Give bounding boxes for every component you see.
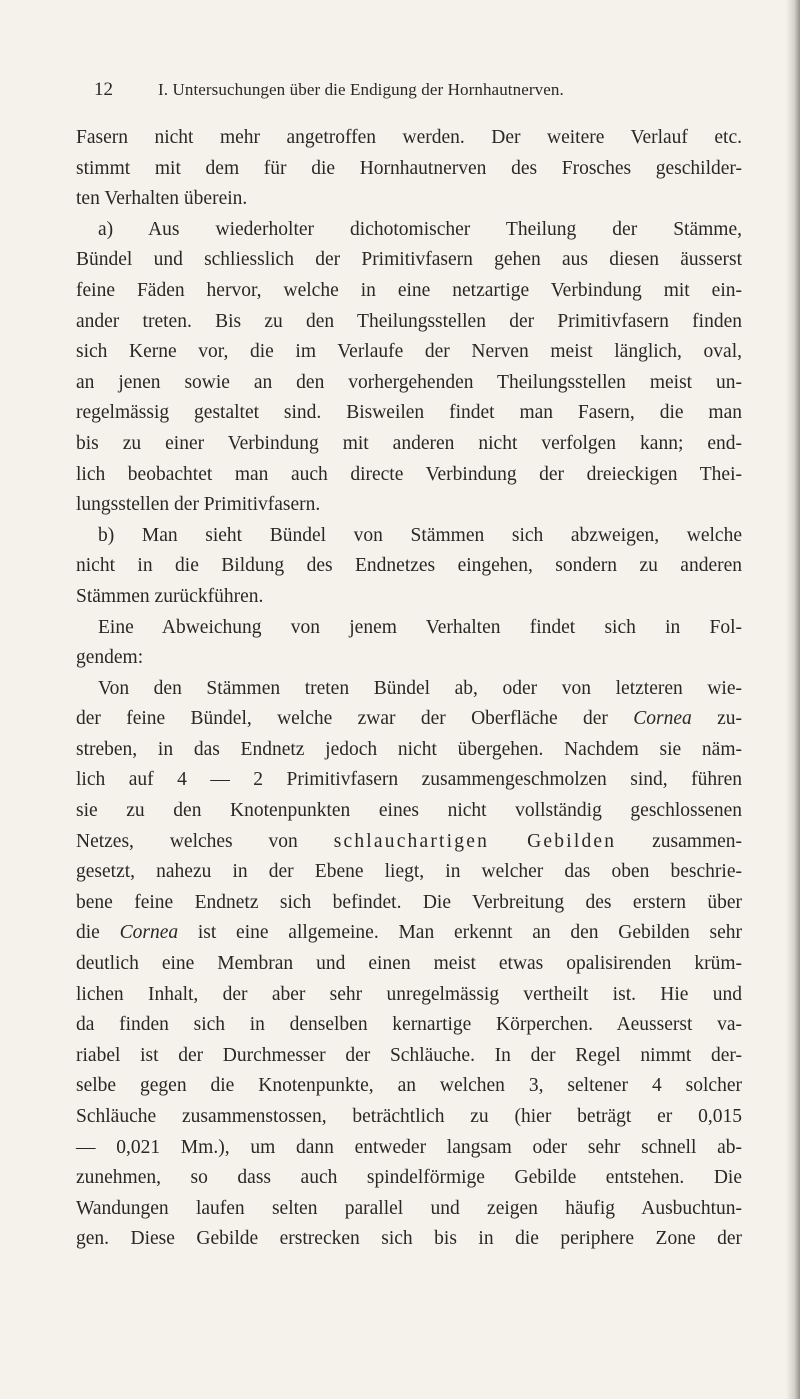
text-line: ander treten. Bis zu den Theilungsstellen der Primitivfasern finden: [76, 310, 742, 332]
text-line: Fasern nicht mehr angetroffen werden. Der weitere Verlauf etc.: [76, 127, 742, 148]
text-line: ten Verhalten überein.: [76, 188, 248, 210]
text-line: Stämmen zurückführen.: [76, 585, 264, 607]
text-line: Schläuche zusammenstossen, beträchtlich zu (hier beträgt er 0,015: [76, 1106, 742, 1127]
italic-term: Cornea: [633, 708, 692, 730]
text-line: a) Aus wiederholter dichotomischer Theilung der Stämme,: [98, 218, 742, 240]
text-line: Eine Abweichung von jenem Verhalten findet sich in Fol-: [98, 616, 742, 638]
text-line: lich auf 4 — 2 Primitivfasern zusammengeschmolzen sind, führen: [76, 769, 742, 791]
text-line: gen. Diese Gebilde erstrecken sich bis in die periphere Zone der: [76, 1228, 742, 1250]
text-line: zunehmen, so dass auch spindelförmige Gebilde entstehen. Die: [76, 1167, 742, 1189]
text-run: der feine Bündel, welche zwar der Oberfläche der: [76, 708, 608, 730]
text-line: deutlich eine Membran und einen meist etwas opalisirenden krüm-: [76, 953, 742, 975]
text-line: an jenen sowie an den vorhergehenden Theilungsstellen meist un-: [76, 371, 742, 393]
text-run: zu-: [717, 708, 743, 730]
text-line: bis zu einer Verbindung mit anderen nicht verfolgen kann; end-: [76, 432, 742, 454]
text-line: lich beobachtet man auch directe Verbindung der dreieckigen Thei-: [76, 463, 742, 485]
body-text: [76, 123, 742, 1255]
italic-term: Cornea: [119, 922, 179, 944]
text-line: regelmässig gestaltet sind. Bisweilen findet man Fasern, die man: [76, 402, 742, 424]
text-line: lungsstellen der Primitivfasern.: [76, 494, 321, 516]
text-line: Wandungen laufen selten parallel und zeigen häufig Ausbuchtun-: [76, 1197, 742, 1219]
text-line: [76, 827, 742, 858]
text-line: bene feine Endnetz sich befindet. Die Verbreitung des erstern über: [76, 891, 742, 913]
text-line: da finden sich in denselben kernartige Körperchen. Aeusserst va-: [76, 1014, 742, 1036]
page-edge-shadow: [786, 0, 800, 1399]
text-line: selbe gegen die Knotenpunkte, an welchen 3, seltener 4 solcher: [76, 1075, 742, 1097]
text-line: b) Man sieht Bündel von Stämmen sich abzweigen, welche: [98, 524, 742, 546]
text-line: sie zu den Knotenpunkten eines nicht vollständig geschlossenen: [76, 800, 742, 822]
text-line: gesetzt, nahezu in der Ebene liegt, in welcher das oben beschrie-: [76, 861, 742, 883]
text-line: Bündel und schliesslich der Primitivfasern gehen aus diesen äusserst: [76, 249, 742, 271]
text-line: [76, 704, 742, 735]
text-run: zusammen-: [652, 830, 743, 852]
text-line: [76, 918, 742, 949]
text-line: riabel ist der Durchmesser der Schläuche. In der Regel nimmt der-: [76, 1044, 742, 1066]
text-run: die: [76, 922, 100, 944]
text-line: lichen Inhalt, der aber sehr unregelmässig vertheilt ist. Hie und: [76, 983, 742, 1005]
text-line: streben, in das Endnetz jedoch nicht übergehen. Nachdem sie näm-: [76, 738, 742, 760]
text-line: stimmt mit dem für die Hornhautnerven des Frosches geschilder-: [76, 157, 742, 179]
text-line: nicht in die Bildung des Endnetzes eingehen, sondern zu anderen: [76, 555, 742, 577]
text-line: Von den Stämmen treten Bündel ab, oder von letzteren wie-: [98, 677, 742, 699]
spaced-term: schlauchartigen Gebilden: [333, 830, 617, 852]
running-head: I. Untersuchungen über die Endigung der Hornhautnerven.: [158, 80, 564, 99]
text-line: sich Kerne vor, die im Verlaufe der Nerven meist länglich, oval,: [76, 341, 742, 363]
page-number: 12: [94, 79, 113, 100]
page-header: [94, 78, 734, 102]
text-run: ist eine allgemeine. Man erkennt an den Gebilden sehr: [197, 922, 743, 944]
text-line: — 0,021 Mm.), um dann entweder langsam oder sehr schnell ab-: [76, 1136, 742, 1158]
text-line: gendem:: [76, 647, 144, 669]
text-run: Netzes, welches von: [76, 830, 298, 852]
text-line: feine Fäden hervor, welche in eine netzartige Verbindung mit ein-: [76, 279, 742, 301]
